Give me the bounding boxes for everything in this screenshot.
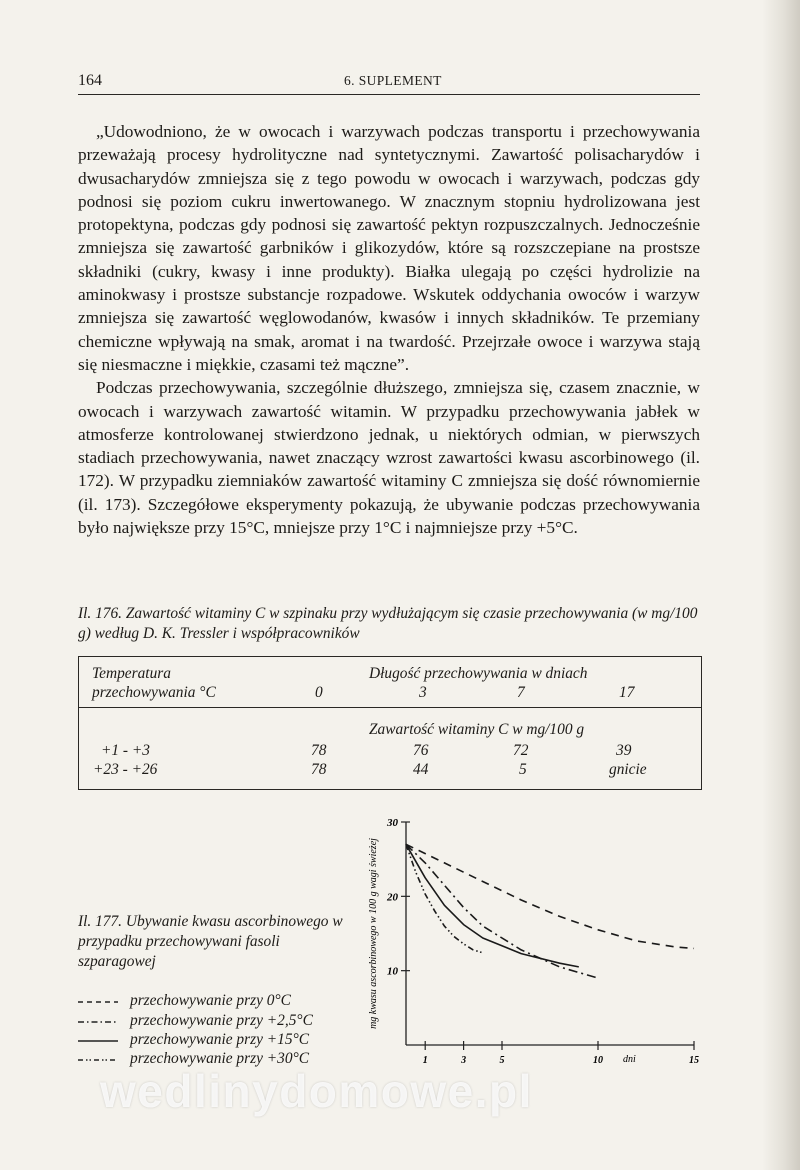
table-day-0: 0 — [315, 684, 323, 701]
table-row-2-day17: gnicie — [609, 761, 647, 778]
table-row-1-day3: 76 — [413, 742, 429, 759]
legend-label-15c: przechowywanie przy +15°C — [130, 1031, 309, 1048]
paragraph-quote: „Udowodniono, że w owocach i warzywach podczas transportu i przechowywania przeważają procesy hydrolityczne nad syntetycznymi. Zawartość polisacharydów i dwusacharydów zmniejsza się z tego powodu w owocach i warzywach, podczas gdy podnosi się poziom cukru inwertowanego. W znacznym stopniu hydrolizowana jest protopektyna, podczas gdy podnosi się zawartość pektyn rozpuszczalnych. Jednocześnie zmniejsza się zawartość garbników i glikozydów, które są rozszczepiane na prostsze składniki (cukry, kwasy i inne produkty). Białka ulegają po części hydrolizie na aminokwasy i prostsze substancje rozpadowe. Wskutek oddychania owoców i warzyw zmniejsza się zawartość węglowodanów, kwasów i innych składników. Te przemiany chemiczne wpływają na smak, aromat i na twardość. Przejrzałe owoce i warzywa stają się niesmaczne i miękkie, czasami też mączne”. — [78, 122, 700, 374]
x-tick-label: 15 — [689, 1055, 699, 1066]
legend-dashdot-line — [78, 1015, 120, 1027]
legend-item-2-5c — [78, 1012, 313, 1030]
table-day-7: 7 — [517, 684, 525, 701]
table-subheader: Zawartość witaminy C w mg/100 g — [369, 721, 585, 738]
paragraph-vitamins: Podczas przechowywania, szczególnie dłuższego, zmniejsza się, czasem znacznie, w owocach i warzywach zawartość witamin. W przypadku przechowywania jabłek w atmosferze kontrolowanej stwierdzono jednak, u niektórych odmian, w pierwszych stadiach przechowywania, nawet znaczący wzrost zawartości kwasu ascorbinowego (il. 172). W przypadku ziemniaków zawartość witaminy C zmniejsza się dość równomiernie (il. 173). Szczegółowe eksperymenty pokazują, że ubywanie podczas przechowywania było największe przy 15°C, mniejsze przy 1°C i najmniejsze przy +5°C. — [78, 378, 700, 538]
legend-label-0c: przechowywanie przy 0°C — [130, 992, 291, 1009]
page-number: 164 — [78, 72, 102, 89]
y-tick-label: 30 — [387, 817, 398, 829]
table-row-2-temp: +23 - +26 — [93, 761, 158, 778]
watermark: wedlinydomowe.pl — [100, 1065, 533, 1117]
legend-item-15c — [78, 1031, 309, 1049]
table-row-2-day3: 44 — [413, 761, 429, 778]
figure-177-caption: Il. 177. Ubywanie kwasu ascorbinowego w przypadku przechowywani fasoli szparagowej — [78, 913, 343, 970]
vitamin-c-table — [78, 656, 702, 790]
legend-label-30c: przechowywanie przy +30°C — [130, 1050, 309, 1067]
series-line-1 — [406, 844, 694, 948]
table-rule — [79, 707, 701, 708]
x-tick-label: 10 — [593, 1055, 603, 1066]
table-row-1-day0: 78 — [311, 742, 327, 759]
section-title: 6. SUPLEMENT — [344, 73, 442, 88]
table-row-2-day7: 5 — [519, 761, 527, 778]
x-tick-label: 1 — [422, 1055, 428, 1066]
table-row-2-day0: 78 — [311, 761, 327, 778]
series-line-4 — [406, 844, 483, 953]
table-row-1-temp: +1 - +3 — [101, 742, 150, 759]
page-edge-shadow — [762, 0, 800, 1170]
body-text — [78, 120, 700, 539]
legend-solid-line — [78, 1034, 120, 1046]
table-header-storage-temp: przechowywania °C — [92, 684, 216, 701]
y-tick-label: 20 — [387, 891, 398, 904]
x-tick-label: 5 — [499, 1055, 505, 1066]
running-header — [78, 72, 700, 95]
table-row-1-day7: 72 — [513, 742, 529, 759]
ascorbic-acid-chart — [360, 810, 705, 1078]
legend-label-2-5c: przechowywanie przy +2,5°C — [130, 1012, 313, 1029]
table-header-temperature: Temperatura — [92, 665, 171, 682]
x-tick-label: 3 — [461, 1055, 467, 1066]
x-axis-label: dni — [622, 1054, 636, 1065]
table-header-duration: Długość przechowywania w dniach — [369, 665, 588, 682]
legend-item-0c — [78, 992, 291, 1010]
y-tick-label: 10 — [387, 965, 398, 978]
table-row-1-day17: 39 — [616, 742, 632, 759]
y-axis-label: mg kwasu ascorbinowego w 100 g wagi świeżej — [368, 838, 379, 1029]
table-day-17: 17 — [619, 684, 635, 701]
legend-dashed-line — [78, 995, 120, 1007]
table-176-caption: Il. 176. Zawartość witaminy C w szpinaku przy wydłużającym się czasie przechowywania (w mg/100 g) według D. K. Tressler i współpracowników — [78, 605, 698, 642]
table-day-3: 3 — [419, 684, 427, 701]
